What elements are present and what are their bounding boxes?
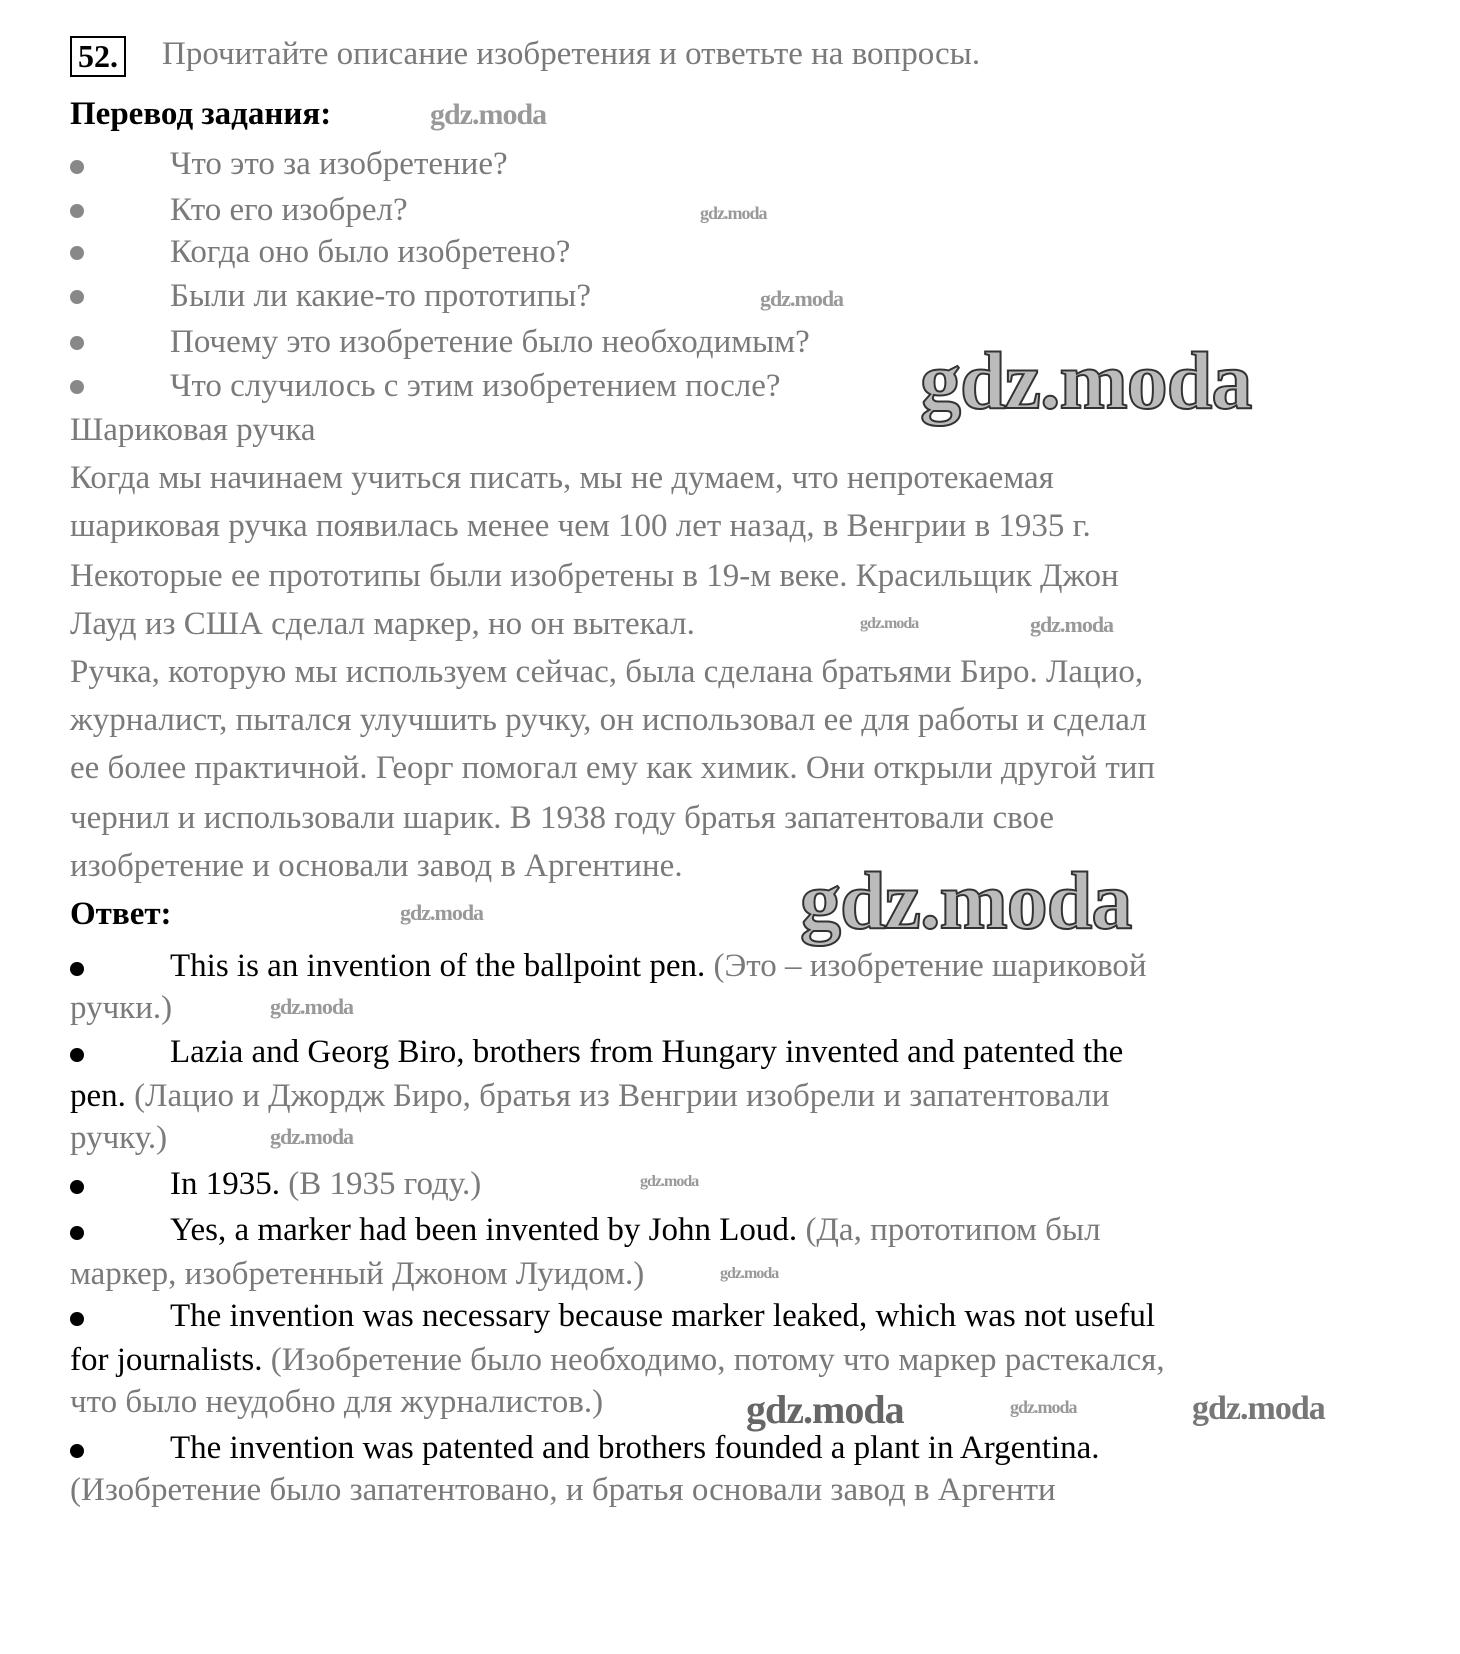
- watermark: gdz.moda: [430, 98, 547, 131]
- answer-ru: (Это – изобретение шариковой: [705, 948, 1147, 984]
- task-title: Прочитайте описание изобретения и ответьте на вопросы.: [162, 36, 981, 72]
- question: Кто его изобрел?: [170, 192, 408, 228]
- watermark: gdz.moda: [400, 900, 484, 925]
- watermark: gdz.moda: [800, 855, 1132, 946]
- text-line: журналист, пытался улучшить ручку, он использовал ее для работы и сделал: [70, 702, 1147, 738]
- answer-ru: что было неудобно для журналистов.): [70, 1384, 604, 1420]
- question: Что это за изобретение?: [170, 146, 508, 182]
- question: Почему это изобретение было необходимым?: [170, 324, 810, 360]
- watermark: gdz.moda: [920, 335, 1252, 426]
- answer-ru: ручки.): [70, 990, 173, 1026]
- bullet-icon: [70, 1180, 84, 1194]
- answer-ru: ручку.): [70, 1120, 168, 1156]
- answer-en: Yes, a marker had been invented by John Loud.: [170, 1212, 798, 1248]
- answer-en: pen.: [70, 1078, 126, 1114]
- question: Были ли какие-то прототипы?: [170, 278, 591, 314]
- watermark: gdz.moda: [860, 615, 919, 632]
- bullet-icon: [70, 1048, 84, 1062]
- watermark: gdz.moda: [720, 1265, 779, 1282]
- watermark: gdz.moda: [1030, 612, 1114, 637]
- question: Что случилось с этим изобретением после?: [170, 368, 781, 404]
- answer-en: The invention was patented and brothers founded a plant in Argentina.: [170, 1430, 1100, 1466]
- text-line: изобретение и основали завод в Аргентине.: [70, 848, 683, 884]
- bullet-icon: [70, 246, 84, 260]
- answer-ru: (Да, прототипом был: [797, 1212, 1101, 1248]
- watermark: gdz.moda: [1010, 1397, 1077, 1417]
- task-number: 52.: [70, 36, 126, 77]
- text-line: Некоторые ее прототипы были изобретены в 19-м веке. Красильщик Джон: [70, 558, 1119, 594]
- watermark: gdz.moda: [746, 1387, 904, 1432]
- text-title: Шариковая ручка: [70, 412, 316, 448]
- question: Когда оно было изобретено?: [170, 234, 571, 270]
- answer-ru: маркер, изобретенный Джоном Луидом.): [70, 1256, 645, 1292]
- answer-en: This is an invention of the ballpoint pen.: [170, 948, 706, 984]
- watermark: gdz.moda: [760, 286, 844, 311]
- answer-en: Lazia and Georg Biro, brothers from Hungary invented and patented the: [170, 1034, 1124, 1070]
- answer-ru: (Изобретение было необходимо, потому что маркер растекался,: [262, 1342, 1165, 1378]
- text-line: Ручка, которую мы используем сейчас, была сделана братьями Биро. Лацио,: [70, 654, 1144, 690]
- watermark: gdz.moda: [270, 1124, 354, 1149]
- answer-heading: Ответ:: [70, 896, 172, 932]
- bullet-icon: [70, 336, 84, 350]
- bullet-icon: [70, 1444, 84, 1458]
- watermark: gdz.moda: [640, 1173, 699, 1190]
- watermark: gdz.moda: [700, 203, 767, 223]
- text-line: ее более практичной. Георг помогал ему как химик. Они открыли другой тип: [70, 750, 1156, 786]
- text-line: Когда мы начинаем учиться писать, мы не думаем, что непротекаемая: [70, 460, 1054, 496]
- translation-heading: Перевод задания:: [70, 96, 332, 132]
- bullet-icon: [70, 204, 84, 218]
- text-line: шариковая ручка появилась менее чем 100 лет назад, в Венгрии в 1935 г.: [70, 508, 1091, 544]
- bullet-icon: [70, 962, 84, 976]
- text-line: Лауд из США сделал маркер, но он вытекал.: [70, 606, 695, 642]
- answer-ru: (В 1935 году.): [280, 1166, 482, 1202]
- bullet-icon: [70, 380, 84, 394]
- answer-ru: (Лацио и Джордж Биро, братья из Венгрии изобрели и запатентовали: [125, 1078, 1110, 1114]
- answer-en: In 1935.: [170, 1166, 280, 1202]
- bullet-icon: [70, 160, 84, 174]
- bullet-icon: [70, 1226, 84, 1240]
- answer-en: The invention was necessary because marker leaked, which was not useful: [170, 1298, 1156, 1334]
- answer-en: for journalists.: [70, 1342, 263, 1378]
- bullet-icon: [70, 1312, 84, 1326]
- watermark: gdz.moda: [1192, 1390, 1325, 1427]
- answer-ru: (Изобретение было запатентовано, и братья основали завод в Аргенти: [70, 1472, 1056, 1508]
- text-line: чернил и использовали шарик. В 1938 году братья запатентовали свое: [70, 800, 1055, 836]
- watermark: gdz.moda: [270, 994, 354, 1019]
- bullet-icon: [70, 290, 84, 304]
